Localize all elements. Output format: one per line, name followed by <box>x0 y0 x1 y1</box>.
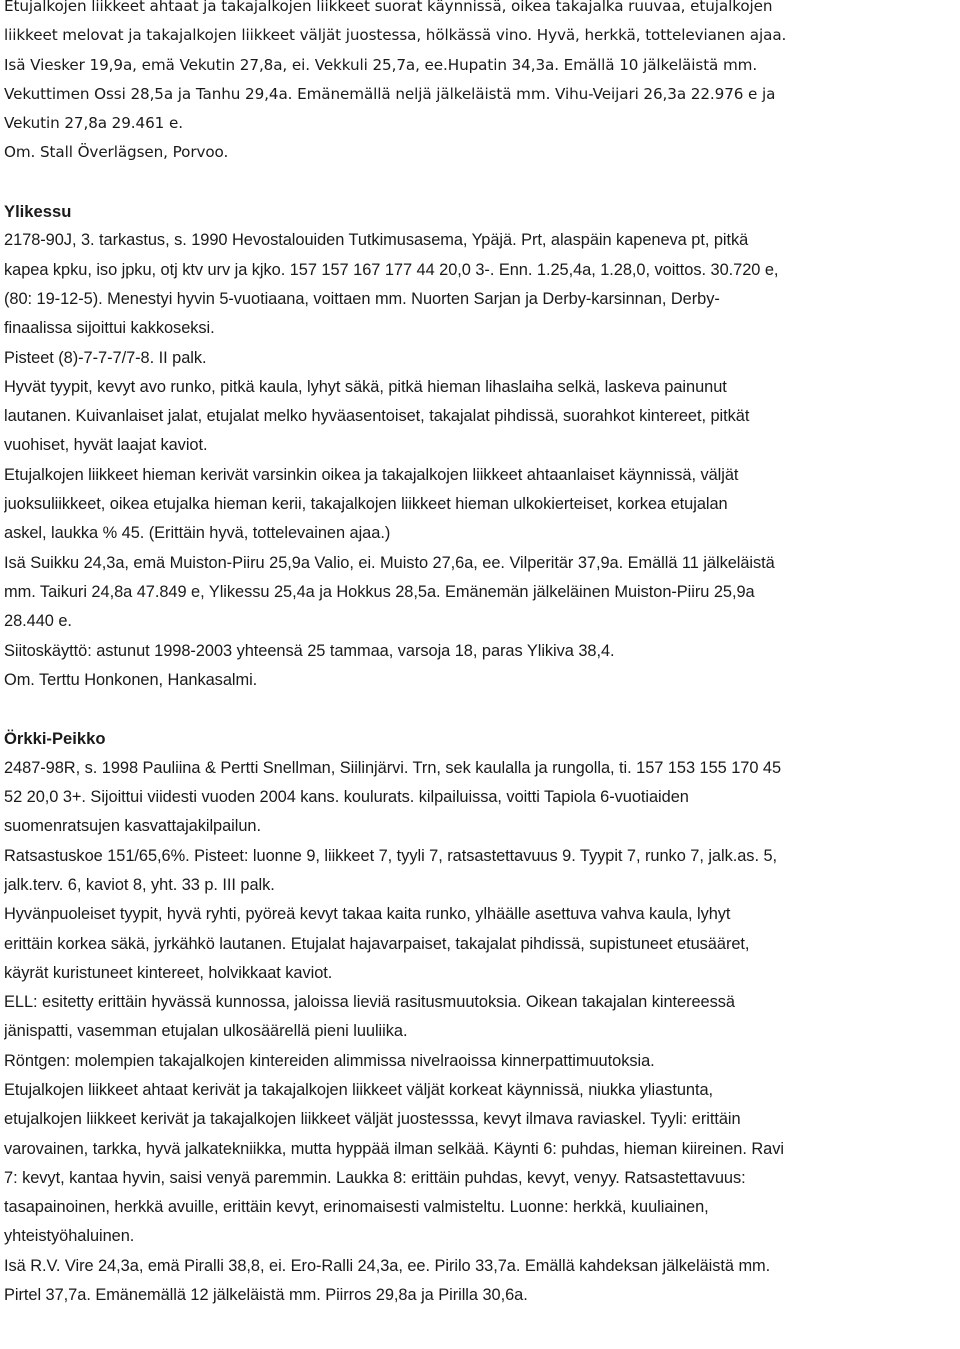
text-line: vuohiset, hyvät laajat kaviot. <box>4 436 208 455</box>
text-line: tasapainoinen, herkkä avuille, erittäin kevyt, erinomaisesti valmisteltu. Luonne: herkkä, kuuliainen, <box>4 1198 709 1217</box>
text-line: Om. Terttu Honkonen, Hankasalmi. <box>4 670 258 689</box>
text-line: Etujalkojen liikkeet ahtaat ja takajalkojen liikkeet suorat käynnissä, oikea takajalka ruuvaa, etujalkojen <box>4 0 773 15</box>
text-line: (80: 19-12-5). Menestyi hyvin 5-vuotiaana, voittaen mm. Nuorten Sarjan ja Derby-karsinnan, Derby- <box>4 289 720 308</box>
text-line: suomenratsujen kasvattajakilpailun. <box>4 817 262 836</box>
text-line: Hyvänpuoleiset tyypit, hyvä ryhti, pyöreä kevyt takaa kaita runko, ylhäälle asettuva vahva kaula, lyhyt <box>4 905 731 924</box>
spacer <box>4 168 956 197</box>
text-line: käyrät kuristuneet kintereet, holvikkaat kaviot. <box>4 963 333 982</box>
text-line: 52 20,0 3+. Sijoittui viidesti vuoden 2004 kans. koulurats. kilpailuissa, voitti Tapiola 6-vuotiaiden <box>4 788 689 807</box>
text-line: finaalissa sijoittui kakkoseksi. <box>4 319 215 338</box>
text-line: Isä Suikku 24,3a, emä Muiston-Piiru 25,9a Valio, ei. Muisto 27,6a, ee. Vilperitär 37,9a. Emällä 11 jälkeläistä <box>4 553 775 572</box>
intro-block <box>4 0 956 168</box>
text-line: 28.440 e. <box>4 612 72 631</box>
text-line: lautanen. Kuivanlaiset jalat, etujalat melko hyväasentoiset, takajalat pihdissä, suorahkot kintereet, pitkät <box>4 407 750 426</box>
text-line: Vekutin 27,8a 29.461 e. <box>4 114 183 133</box>
text-line: erittäin korkea säkä, jyrkähkö lautanen. Etujalat hajavarpaiset, takajalat pihdissä, supistuneet etusääret, <box>4 934 750 953</box>
text-line: Vekuttimen Ossi 28,5a ja Tanhu 29,4a. Emänemällä neljä jälkeläistä mm. Vihu-Veijari 26,3a 22.976 e ja <box>4 84 776 103</box>
text-line: liikkeet melovat ja takajalkojen liikkeet väljät juostessa, hölkässä vino. Hyvä, herkkä, tottelevianen ajaa. <box>4 26 787 45</box>
text-line: Pirtel 37,7a. Emänemällä 12 jälkeläistä mm. Piirros 29,8a ja Pirilla 30,6a. <box>4 1286 528 1305</box>
horse-entry-orkki-peikko <box>4 724 956 1310</box>
text-line: etujalkojen liikkeet kerivät ja takajalkojen liikkeet väljät juostesssa, kevyt ilmava raviaskel. Tyyli: erittäin <box>4 1110 741 1129</box>
horse-name-heading: Ylikessu <box>4 202 72 222</box>
horse-name-heading: Örkki-Peikko <box>4 729 106 749</box>
text-line: yhteistyöhaluinen. <box>4 1227 135 1246</box>
text-line: mm. Taikuri 24,8a 47.849 e, Ylikessu 25,4a ja Hokkus 28,5a. Emänemän jälkeläinen Muiston-Piiru 25,9a <box>4 582 755 601</box>
text-line: varovainen, tarkka, hyvä jalkatekniikka, mutta hyppää ilman selkää. Käynti 6: puhdas, hieman kiireinen. Ravi <box>4 1139 784 1158</box>
horse-entry-ylikessu <box>4 197 956 695</box>
text-line: 2178-90J, 3. tarkastus, s. 1990 Hevostalouiden Tutkimusasema, Ypäjä. Prt, alaspäin kapeneva pt, pitkä <box>4 231 749 250</box>
spacer <box>4 695 956 724</box>
text-line: 2487-98R, s. 1998 Pauliina & Pertti Snellman, Siilinjärvi. Trn, sek kaulalla ja rungolla, ti. 157 153 155 170 45 <box>4 758 782 777</box>
text-line: Om. Stall Överlägsen, Porvoo. <box>4 143 229 162</box>
text-line: jalk.terv. 6, kaviot 8, yht. 33 p. III palk. <box>4 875 275 894</box>
text-line: jänispatti, vasemman etujalan ulkosäärellä pieni luuliika. <box>4 1022 408 1041</box>
text-line: kapea kpku, iso jpku, otj ktv urv ja kjko. 157 157 167 177 44 20,0 3-. Enn. 1.25,4a, 1.28,0, voittos. 30.720 e, <box>4 260 779 279</box>
text-line: juoksuliikkeet, oikea etujalka hieman kerii, takajalkojen liikkeet hieman ulkokierteiset, korkea etujalan <box>4 495 728 514</box>
text-line: Pisteet (8)-7-7-7/7-8. II palk. <box>4 348 207 367</box>
text-line: Röntgen: molempien takajalkojen kintereiden alimmissa nivelraoissa kinnerpattimuutoksia. <box>4 1051 655 1070</box>
text-line: Isä R.V. Vire 24,3a, emä Piralli 38,8, ei. Ero-Ralli 24,3a, ee. Pirilo 33,7a. Emällä kahdeksan jälkeläistä mm. <box>4 1256 771 1275</box>
text-line: 7: kevyt, kantaa hyvin, saisi venyä paremmin. Laukka 8: erittäin puhdas, kevyt, venyy. Ratsastettavuus: <box>4 1168 746 1187</box>
text-line: Hyvät tyypit, kevyt avo runko, pitkä kaula, lyhyt säkä, pitkä hieman lihaslaiha selkä, laskeva painunut <box>4 377 727 396</box>
text-line: Ratsastuskoe 151/65,6%. Pisteet: luonne 9, liikkeet 7, tyyli 7, ratsastettavuus 9. Tyypit 7, runko 7, jalk.as. 5, <box>4 846 778 865</box>
text-line: Etujalkojen liikkeet ahtaat kerivät ja takajalkojen liikkeet väljät korkeat käynnissä, niukka yliastunta, <box>4 1080 714 1099</box>
text-line: Siitoskäyttö: astunut 1998-2003 yhteensä 25 tammaa, varsoja 18, paras Ylikiva 38,4. <box>4 641 615 660</box>
text-line: Isä Viesker 19,9a, emä Vekutin 27,8a, ei. Vekkuli 25,7a, ee.Hupatin 34,3a. Emällä 10 jälkeläistä mm. <box>4 55 758 74</box>
text-line: Etujalkojen liikkeet hieman kerivät varsinkin oikea ja takajalkojen liikkeet ahtaanlaiset käynnissä, väljät <box>4 465 739 484</box>
text-line: ELL: esitetty erittäin hyvässä kunnossa, jaloissa lieviä rasitusmuutoksia. Oikean takajalan kintereessä <box>4 993 735 1012</box>
text-line: askel, laukka % 45. (Erittäin hyvä, tottelevainen ajaa.) <box>4 524 391 543</box>
